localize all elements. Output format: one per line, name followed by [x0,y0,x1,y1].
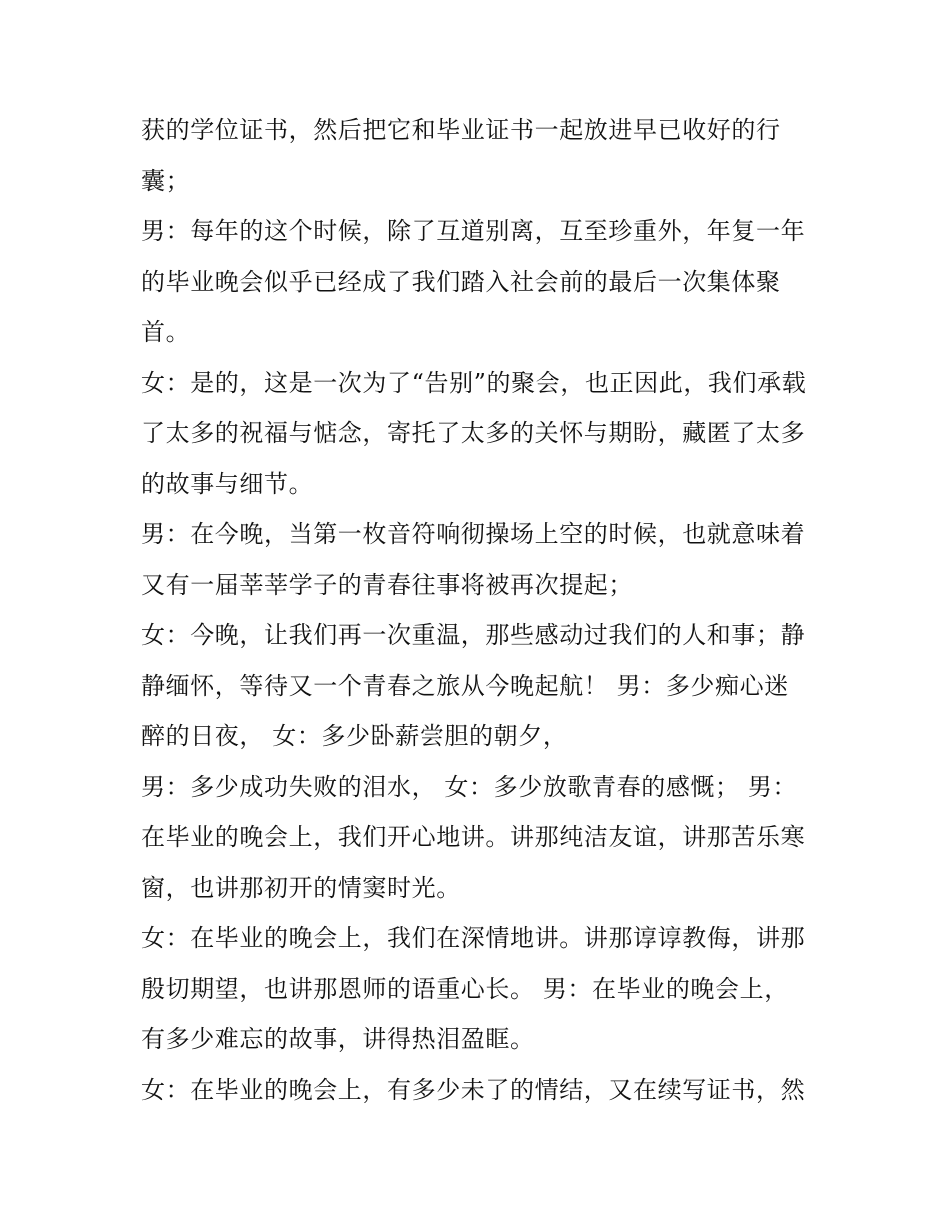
text-line: 静缅怀，等待又一个青春之旅从今晚起航！ 男：多少痴心迷 [141,672,789,700]
text-line: 男：多少成功失败的泪水， 女：多少放歌青春的感慨； 男： [141,773,798,801]
text-line: 获的学位证书，然后把它和毕业证书一起放进早已收好的行 [141,116,781,144]
text-line: 窗，也讲那初开的情窦时光。 [141,874,461,902]
text-line: 囊； [141,167,191,195]
text-line: 女：是的，这是一次为了“告别”的聚会，也正因此，我们承载 [141,369,807,397]
text-line: 男：在今晚，当第一枚音符响彻操场上空的时候，也就意味着 [141,520,806,548]
text-line: 女：在毕业的晚会上，有多少未了的情结，又在续写证书，然 [141,1076,806,1104]
text-line: 又有一届莘莘学子的青春往事将被再次提起； [141,571,633,599]
text-line: 醉的日夜， 女：多少卧薪尝胆的朝夕， [141,722,568,750]
text-line: 女：在毕业的晚会上，我们在深情地讲。讲那谆谆教侮，讲那 [141,924,806,952]
text-line: 在毕业的晚会上，我们开心地讲。讲那纯洁友谊，讲那苦乐寒 [141,823,806,851]
text-line: 有多少难忘的故事，讲得热泪盈眶。 [141,1025,535,1053]
text-line: 女：今晚，让我们再一次重温，那些感动过我们的人和事；静 [141,621,806,649]
text-line: 的毕业晚会似乎已经成了我们踏入社会前的最后一次集体聚 [141,268,781,296]
text-line: 了太多的祝福与惦念，寄托了太多的关怀与期盼，藏匿了太多 [141,419,806,447]
text-line: 首。 [141,318,191,346]
text-line: 的故事与细节。 [141,470,314,498]
text-line: 男：每年的这个时候，除了互道别离，互至珍重外，年复一年 [141,217,806,245]
text-line: 殷切期望，也讲那恩师的语重心长。 男：在毕业的晚会上， [141,975,789,1003]
